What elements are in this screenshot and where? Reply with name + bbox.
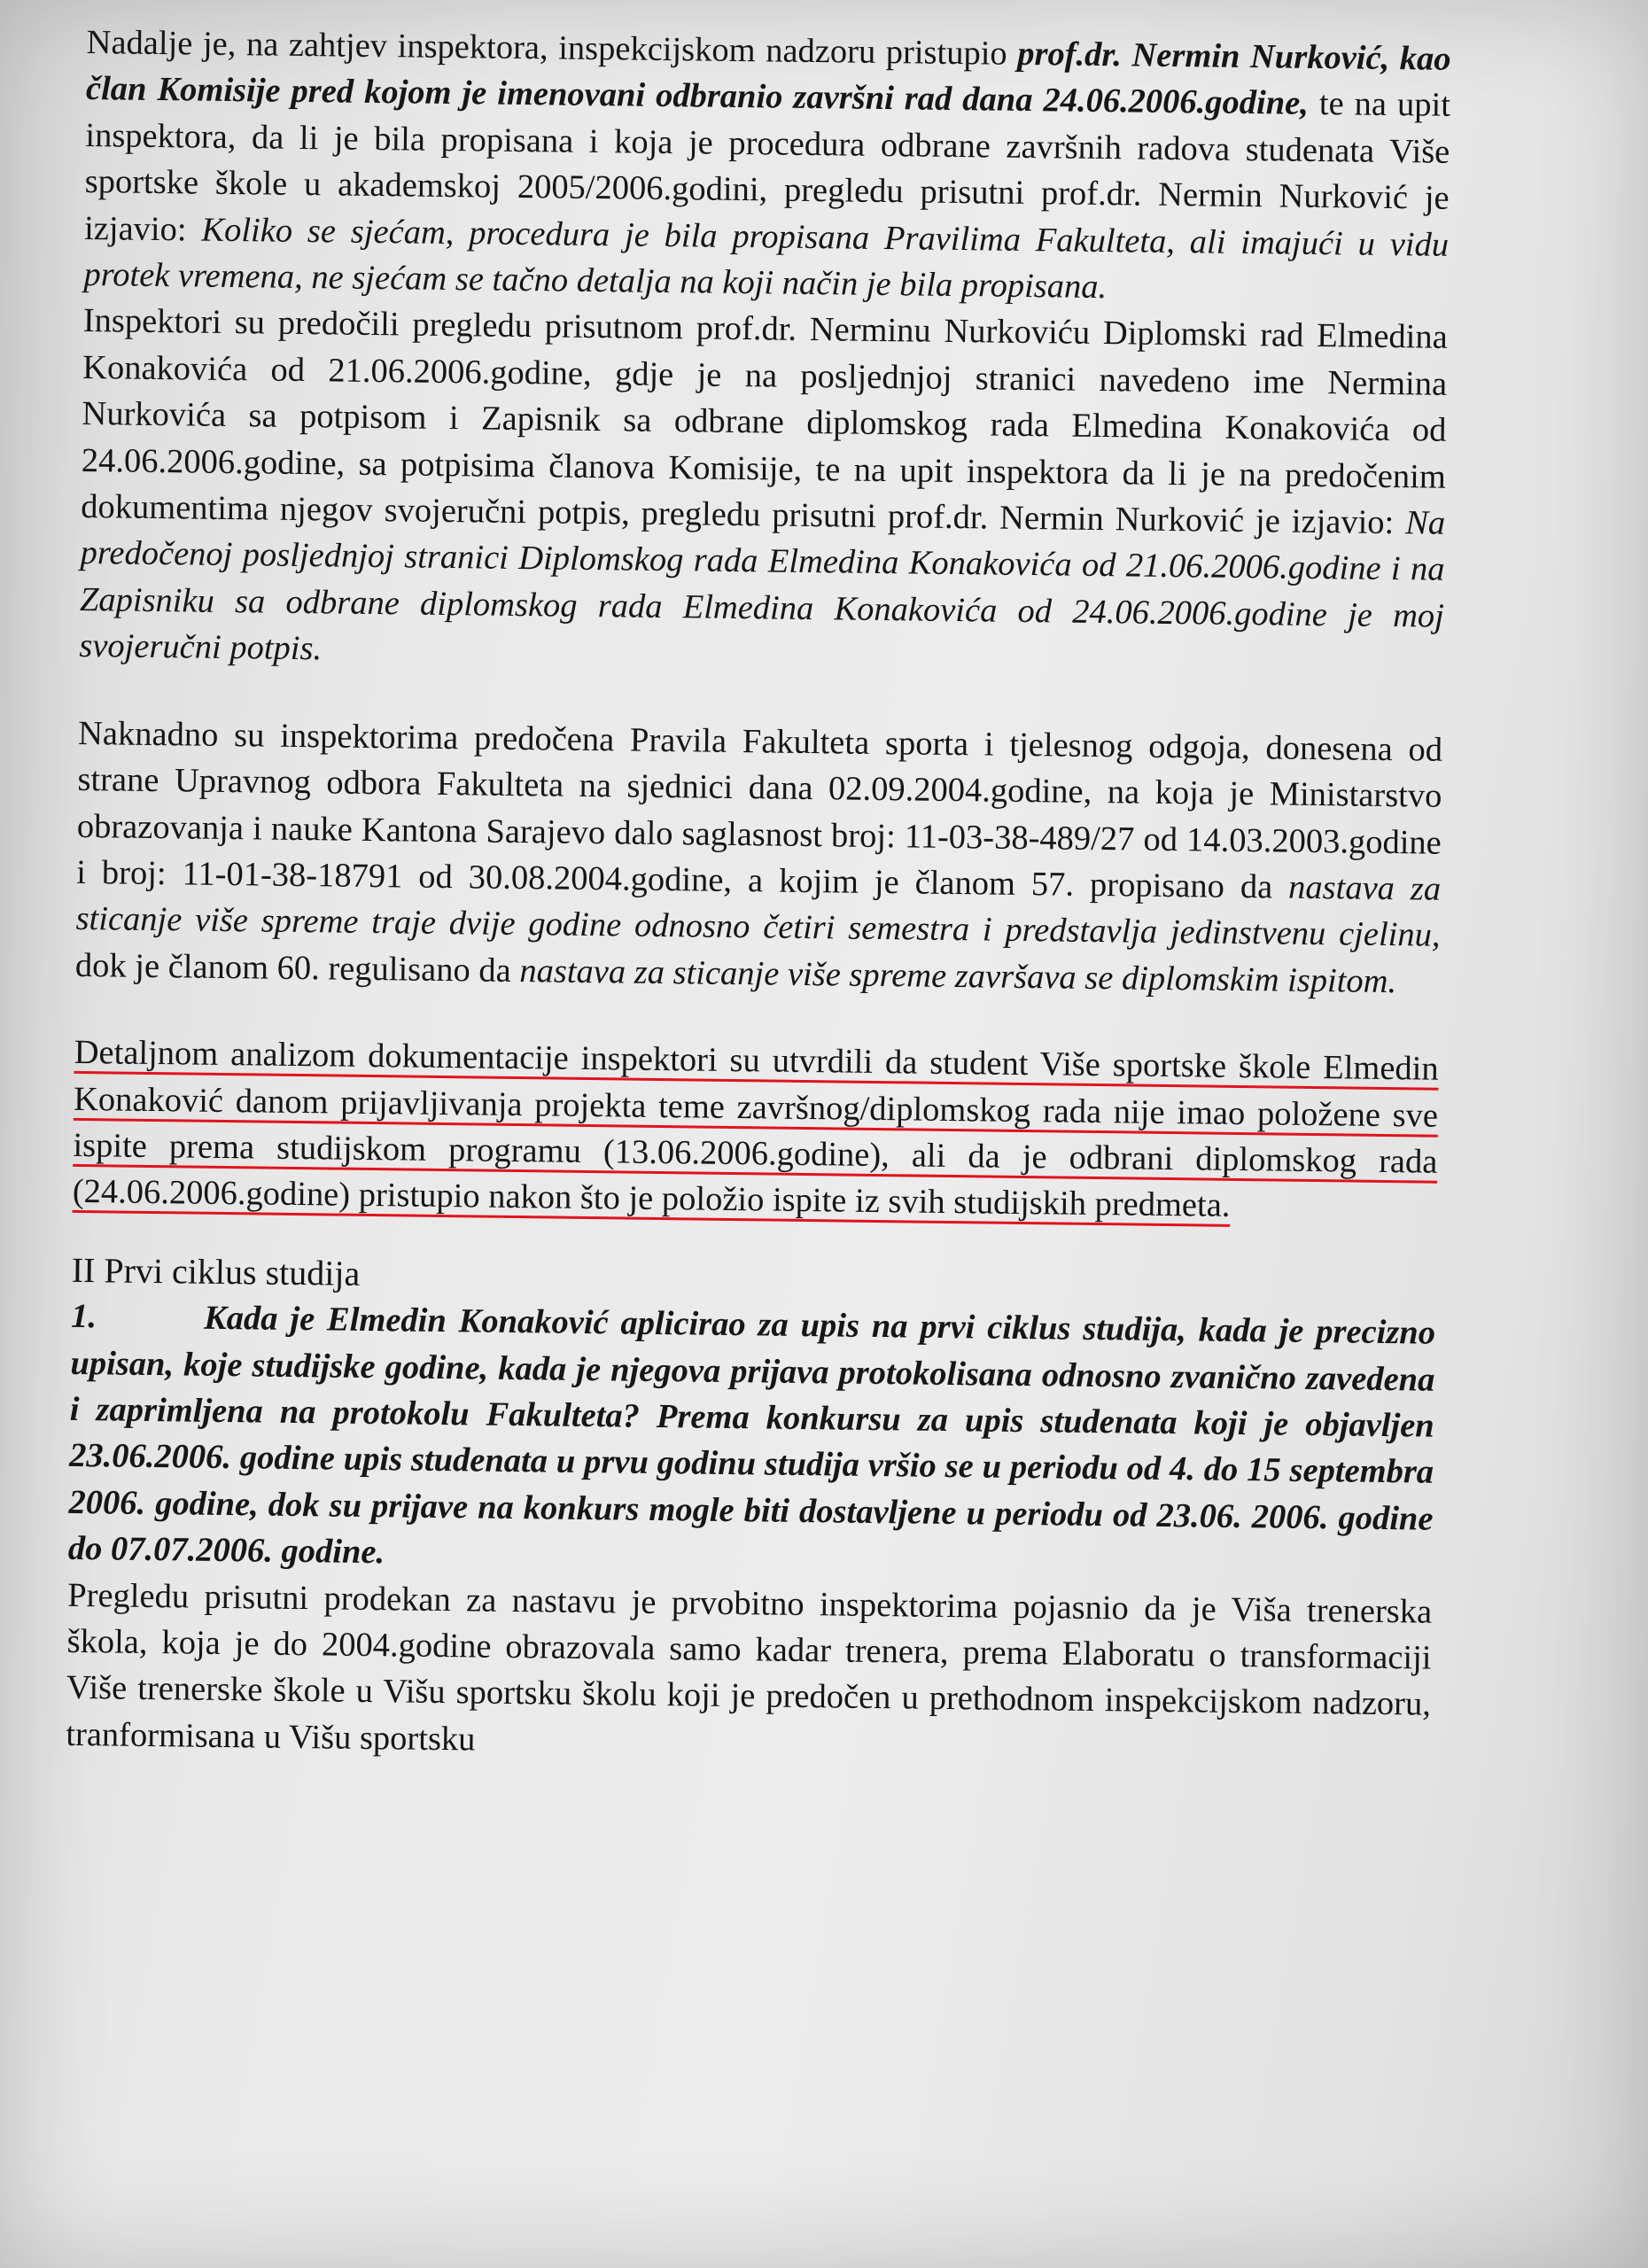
text-run: dok je članom 60. regulisano da — [74, 946, 520, 990]
text-run: te na upit inspektora, da li je bila propisana i koja je procedura odbrane završnih radova studenata Više sportske škole u akademskoj 2005/2006.godini, pregledu prisutni prof.dr. Nermin Nurković je izjavio: — [83, 85, 1451, 249]
paragraph-prodean-explanation: Pregledu prisutni prodekan za nastavu je prvobitno inspektorima pojasnio da je Viša trenerska škola, koja je do 2004.godine obrazovala samo kadar trenera, prema Elaboratu o transformaciji Više trenerske škole u Višu sportsku školu koji je predočen u prethodnom inspekcijskom nadzoru, tranformisana u Višu sportsku — [66, 1576, 1433, 1759]
paragraph-testimony-nurkovic — [83, 19, 1451, 315]
italic-quote: nastava za sticanje više spreme završava se diplomskim ispitom. — [519, 951, 1397, 1000]
italic-quote: nastava za sticanje više spreme traje dvije godine odnosno četiri semestra i predstavlja jedinstvenu cjelinu, — [75, 868, 1442, 955]
text-run: Nadalje je, na zahtjev inspektora, inspekcijskom nadzoru pristupio — [86, 23, 1018, 73]
bold-italic-run: prof.dr. Nermin Nurković, kao član Komisije pred kojom je imenovani odbranio završni rad dana 24.06.2006.godine, — [85, 35, 1451, 123]
italic-quote: Na predočenoj posljednjoj stranici Diplomskog rada Elmedina Konakovića od 21.06.2006.godine i na Zapisniku sa odbrane diplomskog rada Elmedina Konakovića od 24.06.2006.godine je moj svojeručni potpis. — [79, 504, 1446, 668]
text-run: Naknadno su inspektorima predočena Pravila Fakulteta sporta i tjelesnog odgoja, donesena od strane Upravnog odbora Fakulteta na sjednici dana 02.09.2004.godine, na koja je Ministarstvo obrazovanja i nauke Kantona Sarajevo dalo saglasnost broj: 11-03-38-489/27 od 14.03.2003.godine i broj: 11-01-38-18791 od 30.08.2004.godine, a kojim je članom 57. propisano da — [75, 714, 1443, 906]
paragraph-signature-verification — [79, 298, 1448, 686]
paragraph-faculty-rules — [75, 711, 1443, 1006]
question-number: 1. — [70, 1298, 97, 1336]
document-body — [66, 19, 1451, 1775]
section-heading: II Prvi ciklus studija — [71, 1249, 361, 1293]
question-paragraph — [68, 1293, 1436, 1588]
italic-quote: Koliko se sjećam, procedura je bila propisana Pravilima Fakulteta, ali imajući u vidu protek vremena, ne sjećam se tačno detalja na koji način je bila propisana. — [83, 211, 1450, 307]
red-underlined-text: Detaljnom analizom dokumentacije inspektori su utvrdili da student Više sportske škole Elmedin Konaković danom prijavljivanja projekta teme završnog/diplomskog rada nije imao položene sve ispite prema studijskom programu (13.06.2006.godine), ali da je odbrani diplomskog rada (24.06.2006.godine) pristupio nakon što je položio ispite iz svih studijskih predmeta. — [72, 1034, 1439, 1225]
paragraph-underlined-finding — [73, 1029, 1439, 1231]
text-run: Inspektori su predočili pregledu prisutnom prof.dr. Nerminu Nurkoviću Diplomski rad Elmedina Konakovića od 21.06.2006.godine, gdje je na posljednjoj stranici navedeno ime Nermina Nurkovića sa potpisom i Zapisnik sa odbrane diplomskog rada Elmedina Konakovića od 24.06.2006.godine, sa potpisima članova Komisije, te na upit inspektora da li je na predočenim dokumentima njegov svojeručni potpis, pregledu prisutni prof.dr. Nermin Nurković je izjavio: — [81, 302, 1448, 542]
question-text: Kada je Elmedin Konaković aplicirao za upis na prvi ciklus studija, kada je precizno upisan, koje studijske godine, kada je njegova prijava protokolisana odnosno zvanično zavedena i zaprimljena na protokolu Fakulteta? Prema konkursu za upis studenata koji je objavljen 23.06.2006. godine upis studenata u prvu godinu studija vršio se u periodu od 4. do 15 septembra 2006. godine, dok su prijave na konkurs mogle biti dostavljene u periodu od 23.06. 2006. godine do 07.07.2006. godine. — [67, 1299, 1436, 1572]
